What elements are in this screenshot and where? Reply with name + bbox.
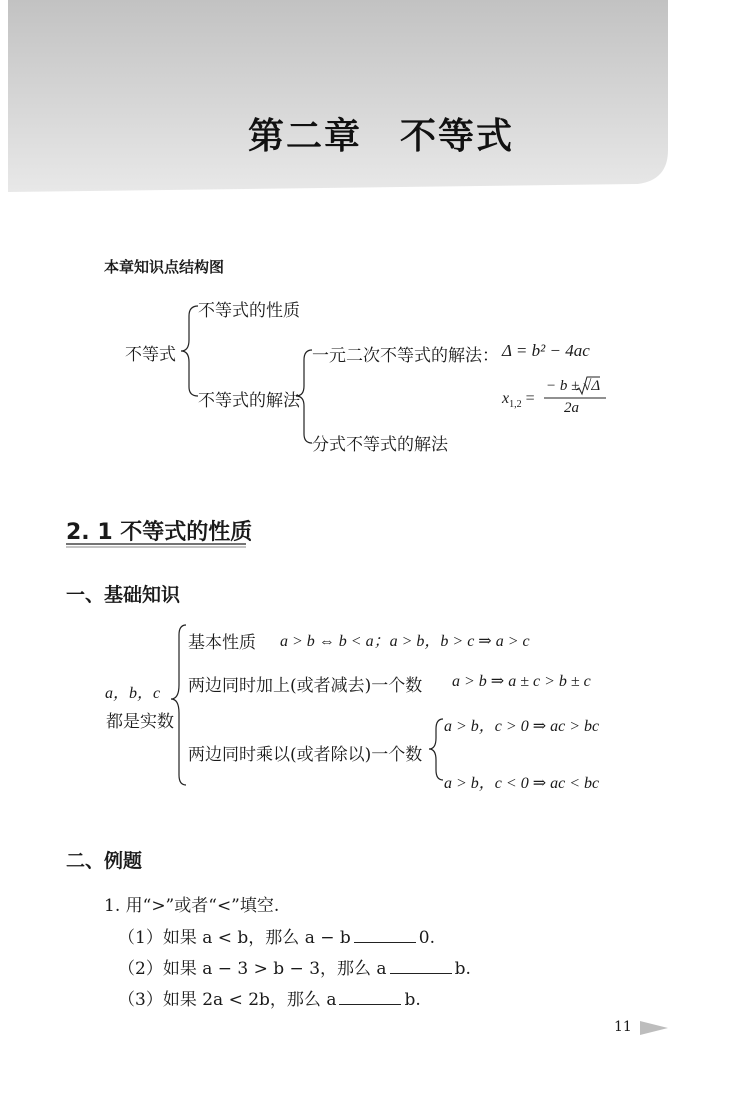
structure-root: 不等式 bbox=[125, 345, 176, 365]
branch-solution: 不等式的解法 bbox=[198, 391, 300, 411]
question-1: 1. 用“>”或者“<”填空. bbox=[104, 896, 280, 916]
section-title: 2. 1 不等式的性质 bbox=[66, 520, 253, 545]
rule1-formula: a > b ⇔ b < a；a > b，b > c ⇒ a > c bbox=[280, 633, 530, 650]
rule2-label: 两边同时加上(或者减去)一个数 bbox=[188, 676, 423, 696]
rule2-formula: a > b ⇒ a ± c > b ± c bbox=[452, 673, 591, 690]
subject-line1: a，b，c bbox=[105, 685, 161, 702]
quadratic-label: 一元二次不等式的解法： bbox=[312, 346, 499, 366]
basics-heading: 一、基础知识 bbox=[66, 584, 181, 606]
roots-sub: 1,2 bbox=[509, 399, 522, 411]
branch-property: 不等式的性质 bbox=[198, 301, 300, 321]
example-item-2-tail: b. bbox=[454, 959, 471, 979]
example-item-1-text: （1）如果 a < b，那么 a − b bbox=[118, 928, 351, 948]
examples-heading: 二、例题 bbox=[66, 850, 143, 872]
subject-line2: 都是实数 bbox=[106, 712, 174, 732]
page-arrow-icon bbox=[640, 1021, 668, 1035]
roots-eq: = bbox=[525, 390, 535, 407]
structure-heading: 本章知识点结构图 bbox=[104, 258, 225, 276]
answer-blank-3[interactable] bbox=[339, 990, 401, 1005]
example-item-3-text: （3）如果 2a < 2b，那么 a bbox=[118, 990, 337, 1010]
page-number: 11 bbox=[614, 1019, 632, 1035]
delta-formula: Δ = b² − 4ac bbox=[502, 341, 590, 360]
answer-blank-2[interactable] bbox=[390, 959, 452, 974]
chapter-title: 第二章 不等式 bbox=[248, 116, 515, 157]
example-item-1-tail: 0. bbox=[418, 928, 435, 948]
rule1-label: 基本性质 bbox=[188, 633, 256, 653]
roots-denominator: 2a bbox=[564, 400, 579, 416]
brace-root bbox=[181, 306, 198, 396]
example-item-2-text: （2）如果 a − 3 > b − 3，那么 a bbox=[118, 959, 387, 979]
rule3-case2: a > b，c < 0 ⇒ ac < bc bbox=[444, 775, 600, 792]
roots-lhs bbox=[502, 390, 535, 410]
example-item-3-tail: b. bbox=[404, 990, 421, 1010]
example-item-3 bbox=[118, 985, 421, 1010]
rule3-label: 两边同时乘以(或者除以)一个数 bbox=[188, 745, 423, 765]
brace-multiply bbox=[429, 719, 443, 780]
example-item-1 bbox=[118, 923, 435, 948]
answer-blank-1[interactable] bbox=[354, 928, 416, 943]
example-item-2 bbox=[118, 954, 471, 979]
rule3-case1: a > b，c > 0 ⇒ ac > bc bbox=[444, 718, 600, 735]
brace-basics bbox=[171, 625, 186, 785]
roots-x: x bbox=[502, 390, 510, 407]
fractional-label: 分式不等式的解法 bbox=[312, 435, 448, 455]
roots-numerator: − b ± √Δ bbox=[546, 378, 601, 394]
